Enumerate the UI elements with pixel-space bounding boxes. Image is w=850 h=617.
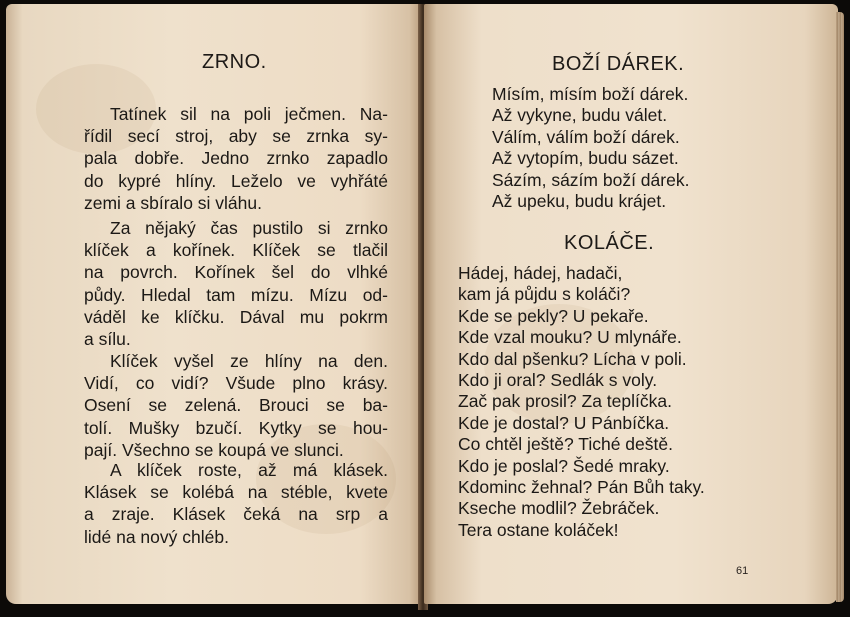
poem-line: Sázím, sázím boží dárek. (492, 169, 690, 190)
poem-line: Zač pak prosil? Za teplíčka. (458, 391, 672, 412)
text-line: Vidí, co vidí? Všude plno krásy. (84, 373, 388, 394)
poem-line: Mísím, mísím boží dárek. (492, 84, 689, 104)
text-line: pala dobře. Jedno zrnko zapadlo (84, 148, 388, 169)
poem-line: Kde vzal mouku? U mlynáře. (458, 327, 682, 348)
poem-line: Válím, válím boží dárek. (492, 126, 680, 147)
text-line: řídil secí stroj, aby se zrnka sy- (84, 126, 388, 147)
open-book (4, 4, 844, 610)
text-line: a zraje. Klásek čeká na srp a (84, 504, 388, 525)
poem-line: Kde se pekly? U pekaře. (458, 305, 649, 326)
poem-line: Kdominc žehnal? Pán Bůh taky. (458, 477, 705, 498)
text-line: do kypré hlíny. Leželo ve vyhřáté (84, 170, 388, 191)
text-line: tolí. Mušky bzučí. Kytky se hou- (84, 417, 388, 438)
left-page-title: ZRNO. (202, 51, 267, 73)
right-page-title-2: KOLÁČE. (564, 232, 655, 254)
text-line: na povrch. Kořínek šel do vlhké (84, 262, 388, 283)
text-line: Tatínek sil na poli ječmen. Na- (110, 104, 388, 124)
left-page (6, 4, 422, 604)
paragraph-1 (84, 103, 388, 214)
page-number: 61 (736, 565, 749, 577)
poem-line: Kdo je poslal? Šedé mraky. (458, 455, 670, 476)
page-edges (836, 12, 844, 602)
paragraph-4 (84, 459, 388, 548)
text-line: zemi a sbíralo si vláhu. (84, 192, 262, 213)
poem-bozi-darek (492, 84, 689, 212)
text-line: Osení se zelená. Brouci se ba- (84, 395, 388, 416)
text-line: půdy. Hledal tam mízu. Mízu od- (84, 284, 388, 305)
paragraph-3 (84, 350, 388, 461)
text-line: Za nějaký čas pustilo si zrnko (110, 218, 388, 238)
right-page-title-1: BOŽÍ DÁREK. (552, 53, 685, 75)
text-line: A klíček roste, až má klásek. (110, 460, 388, 480)
poem-line: Kdo ji oral? Sedlák s voly. (458, 370, 658, 391)
poem-line: Co chtěl ještě? Tiché deště. (458, 434, 673, 455)
poem-line: kam já půjdu s koláči? (458, 284, 631, 305)
poem-line: Kde je dostal? U Pánbíčka. (458, 412, 670, 433)
text-line: Klásek se kolébá na stéble, kvete (84, 482, 388, 503)
poem-line: Tera ostane koláček! (458, 519, 619, 540)
text-line: pají. Všechno se koupá ve slunci. (84, 439, 344, 460)
paragraph-2 (84, 217, 388, 350)
text-line: Klíček vyšel ze hlíny na den. (110, 351, 388, 371)
poem-line: Kseche modlil? Žebráček. (458, 498, 660, 519)
poem-line: Hádej, hádej, hadači, (458, 263, 623, 283)
poem-line: Až upeku, budu krájet. (492, 191, 667, 212)
poem-kolace (458, 263, 705, 541)
text-line: váděl ke klíčku. Dával mu pokrm (84, 306, 388, 327)
text-line: lidé na nový chléb. (84, 526, 229, 547)
poem-line: Kdo dal pšenku? Lícha v poli. (458, 348, 687, 369)
text-line: a sílu. (84, 329, 131, 350)
poem-line: Až vykyne, budu válet. (492, 105, 668, 126)
text-line: klíček a kořínek. Klíček se tlačil (84, 240, 388, 261)
right-page (424, 4, 838, 604)
poem-line: Až vytopím, budu sázet. (492, 148, 679, 169)
